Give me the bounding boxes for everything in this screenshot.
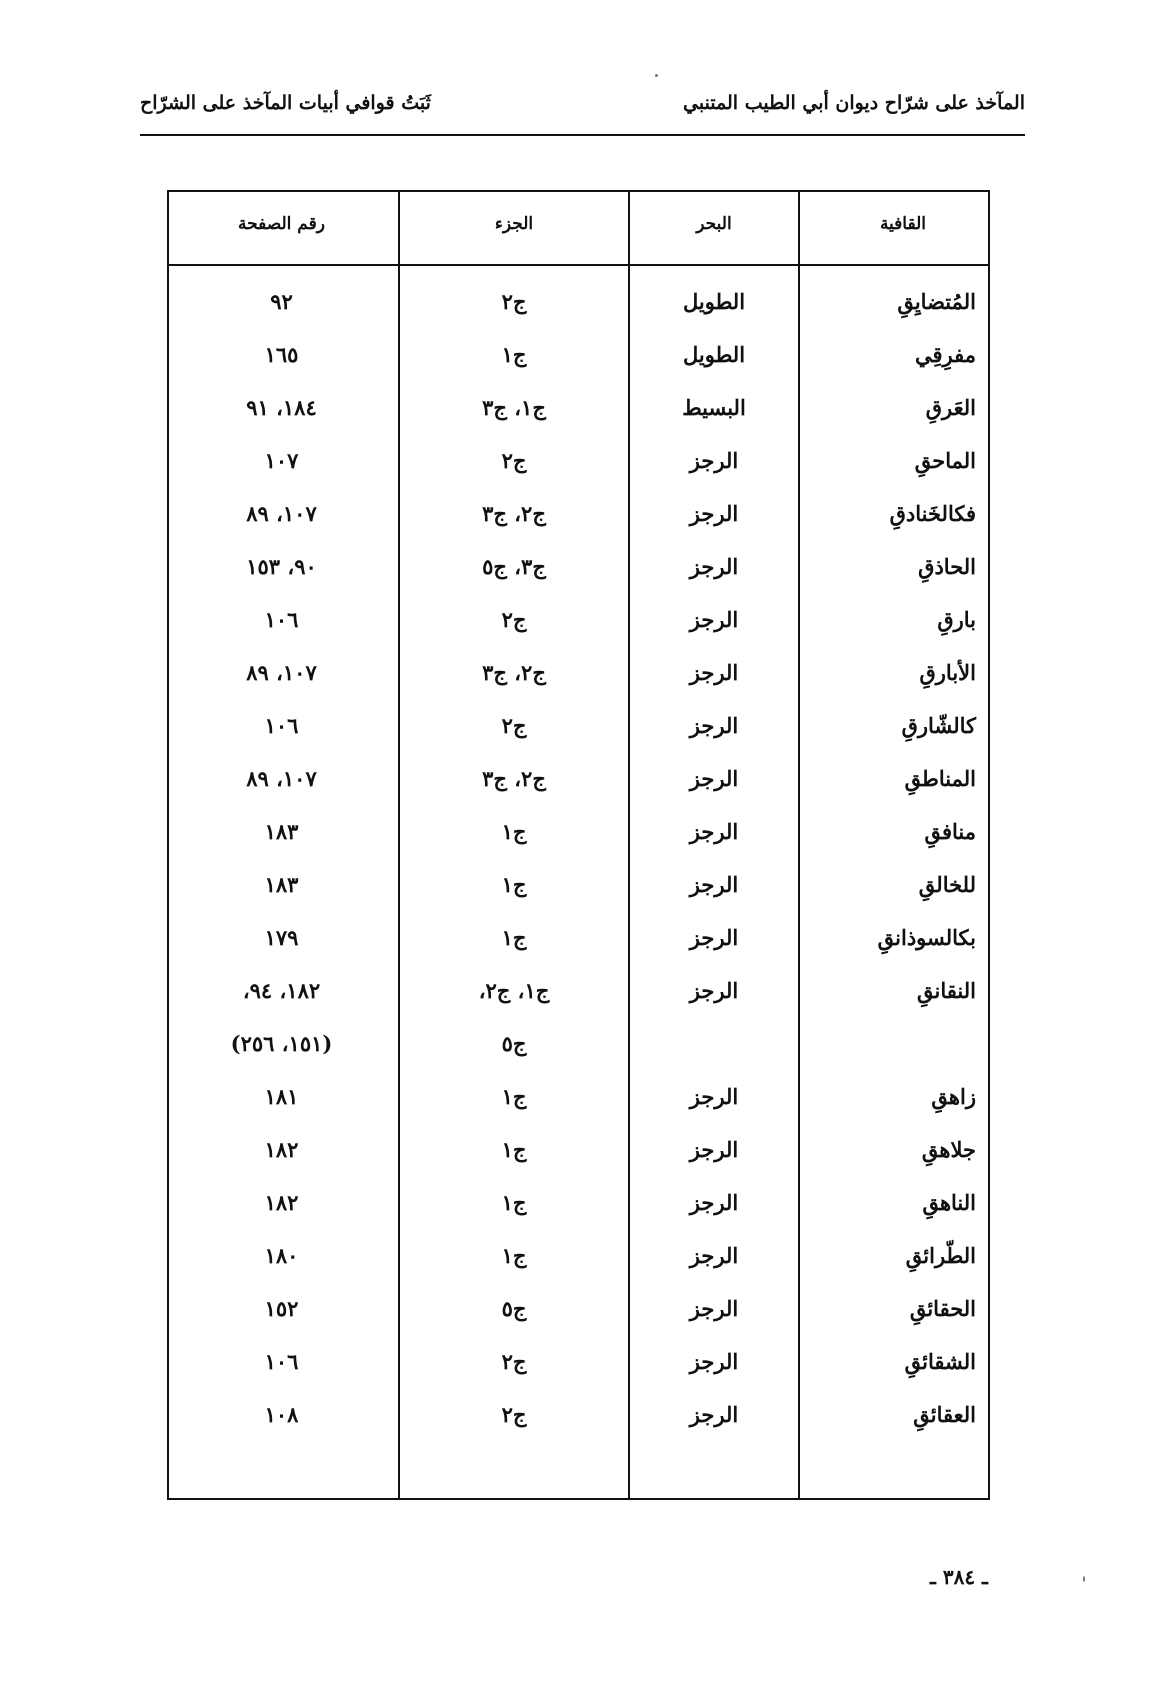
bahr-cell: الرجز bbox=[689, 1137, 739, 1162]
header-bahr: البحر bbox=[696, 214, 732, 234]
table-row bbox=[169, 647, 988, 700]
page-cell: ١٠٧، ٨٩ bbox=[246, 501, 317, 526]
juz-cell: ج٥ bbox=[501, 1296, 527, 1321]
page-number: ـ ٣٨٤ ـ bbox=[930, 1565, 988, 1589]
table-row bbox=[169, 276, 988, 329]
table-row bbox=[169, 1071, 988, 1124]
bahr-cell: الرجز bbox=[689, 766, 739, 791]
qafia-cell: زاهقِ bbox=[931, 1084, 976, 1109]
qafia-cell: الشقائقِ bbox=[904, 1349, 976, 1374]
bahr-cell: الرجز bbox=[689, 1084, 739, 1109]
page-cell: ٩٠، ١٥٣ bbox=[246, 554, 317, 579]
table-row bbox=[169, 488, 988, 541]
bahr-cell: الرجز bbox=[689, 713, 739, 738]
table-row bbox=[169, 594, 988, 647]
juz-cell: ج٢، ج٣ bbox=[482, 660, 546, 685]
juz-cell: ج٢ bbox=[501, 1349, 527, 1374]
page-cell: ١٠٧، ٨٩ bbox=[246, 660, 317, 685]
qafia-cell: الناهقِ bbox=[922, 1190, 976, 1215]
juz-cell: ج٣، ج٥ bbox=[482, 554, 546, 579]
bahr-cell: الرجز bbox=[689, 872, 739, 897]
juz-cell: ج٢ bbox=[501, 289, 527, 314]
juz-cell: ج٢ bbox=[501, 607, 527, 632]
table-row bbox=[169, 859, 988, 912]
page-cell: ١٧٩ bbox=[264, 925, 299, 950]
table-row bbox=[169, 541, 988, 594]
page-cell: ١٨٠ bbox=[264, 1243, 299, 1268]
rhymes-table bbox=[167, 190, 990, 1500]
qafia-cell bbox=[802, 1030, 988, 1058]
qafia-cell: بارقِ bbox=[937, 607, 976, 632]
qafia-cell: للخالقِ bbox=[918, 872, 976, 897]
bahr-cell: الرجز bbox=[689, 607, 739, 632]
juz-cell: ج١، ج٢، bbox=[478, 978, 550, 1003]
table-row bbox=[169, 806, 988, 859]
table-row bbox=[169, 1018, 988, 1071]
page-cell: ١٥٢ bbox=[264, 1296, 299, 1321]
page-cell: ١٨١ bbox=[264, 1084, 299, 1109]
page-cell: ١٠٧ bbox=[264, 448, 299, 473]
page-cell: ١٨٣ bbox=[264, 819, 299, 844]
table-row bbox=[169, 1124, 988, 1177]
juz-cell: ج٥ bbox=[501, 1031, 527, 1056]
page-cell: ٩٢ bbox=[270, 289, 293, 314]
bahr-cell: الرجز bbox=[689, 1190, 739, 1215]
juz-cell: ج١ bbox=[501, 925, 527, 950]
table-row bbox=[169, 1389, 988, 1442]
table-row bbox=[169, 1230, 988, 1283]
bahr-cell: الرجز bbox=[689, 1349, 739, 1374]
qafia-cell: جلاهقِ bbox=[921, 1137, 976, 1162]
juz-cell: ج٢ bbox=[501, 1402, 527, 1427]
qafia-cell: منافقِ bbox=[924, 819, 976, 844]
juz-cell: ج١ bbox=[501, 1137, 527, 1162]
bahr-cell: الرجز bbox=[689, 1243, 739, 1268]
scan-speck bbox=[655, 74, 658, 77]
page-cell: ١٠٨ bbox=[264, 1402, 299, 1427]
bahr-cell: الرجز bbox=[689, 925, 739, 950]
header-juz: الجزء bbox=[494, 214, 534, 234]
page-cell: ١٨٣ bbox=[264, 872, 299, 897]
qafia-cell: المُتضايِقِ bbox=[897, 289, 976, 314]
qafia-cell: فكالخَنادقِ bbox=[889, 501, 976, 526]
juz-cell: ج٢، ج٣ bbox=[482, 501, 546, 526]
bahr-cell: البسيط bbox=[682, 395, 746, 420]
bahr-cell: الطويل bbox=[682, 342, 746, 367]
page-cell: ١٠٦ bbox=[264, 713, 299, 738]
header-page-number: رقم الصفحة bbox=[238, 214, 325, 234]
qafia-cell: الحاذقِ bbox=[918, 554, 976, 579]
header-section-title: ثَبَتُ قوافي أبيات المآخذ على الشرّاح bbox=[140, 92, 431, 114]
page-cell: ١٠٧، ٨٩ bbox=[246, 766, 317, 791]
juz-cell: ج٢ bbox=[501, 448, 527, 473]
page-cell: ١٠٦ bbox=[264, 607, 299, 632]
table-header-row bbox=[169, 192, 988, 266]
qafia-cell: الماحقِ bbox=[914, 448, 976, 473]
juz-cell: ج١ bbox=[501, 1190, 527, 1215]
juz-cell: ج١، ج٣ bbox=[482, 395, 546, 420]
table-row bbox=[169, 1177, 988, 1230]
running-header bbox=[140, 84, 1025, 136]
table-row bbox=[169, 382, 988, 435]
page-cell: ١٨٢، ٩٤، bbox=[242, 978, 321, 1003]
qafia-cell: النقانقِ bbox=[917, 978, 976, 1003]
page-cell: ١٨٢ bbox=[264, 1137, 299, 1162]
qafia-cell: الأبارقِ bbox=[919, 660, 976, 685]
qafia-cell: الحقائقِ bbox=[909, 1296, 976, 1321]
header-book-title: المآخذ على شرّاح ديوان أبي الطيب المتنبي bbox=[683, 92, 1025, 114]
qafia-cell: الطّرائقِ bbox=[905, 1243, 976, 1268]
header-qafia: القافية bbox=[879, 214, 926, 234]
juz-cell: ج٢ bbox=[501, 713, 527, 738]
bahr-cell: الرجز bbox=[689, 819, 739, 844]
table-row bbox=[169, 1336, 988, 1389]
table-row bbox=[169, 1283, 988, 1336]
table-row bbox=[169, 912, 988, 965]
qafia-cell: كالشّارقِ bbox=[901, 713, 976, 738]
juz-cell: ج٢، ج٣ bbox=[482, 766, 546, 791]
juz-cell: ج١ bbox=[501, 1243, 527, 1268]
table-row bbox=[169, 435, 988, 488]
juz-cell: ج١ bbox=[501, 1084, 527, 1109]
juz-cell: ج١ bbox=[501, 872, 527, 897]
table-row bbox=[169, 700, 988, 753]
bahr-cell: الرجز bbox=[689, 1402, 739, 1427]
page-cell: (١٥١، ٢٥٦) bbox=[230, 1031, 333, 1056]
qafia-cell: المناطقِ bbox=[904, 766, 976, 791]
bahr-cell: الرجز bbox=[689, 978, 739, 1003]
bahr-cell: الرجز bbox=[689, 448, 739, 473]
juz-cell: ج١ bbox=[501, 819, 527, 844]
table-row bbox=[169, 753, 988, 806]
table-row bbox=[169, 329, 988, 382]
qafia-cell: العقائقِ bbox=[913, 1402, 976, 1427]
page-cell: ١٠٦ bbox=[264, 1349, 299, 1374]
bahr-cell: الرجز bbox=[689, 501, 739, 526]
bahr-cell: الرجز bbox=[689, 1296, 739, 1321]
qafia-cell: العَرقِ bbox=[925, 395, 976, 420]
table-row bbox=[169, 965, 988, 1018]
qafia-cell: بكالسوذانقِ bbox=[877, 925, 976, 950]
bahr-cell: الرجز bbox=[689, 554, 739, 579]
page-cell: ١٨٢ bbox=[264, 1190, 299, 1215]
qafia-cell: مفرِقِي bbox=[914, 342, 976, 367]
juz-cell: ج١ bbox=[501, 342, 527, 367]
page-cell: ١٨٤، ٩١ bbox=[246, 395, 317, 420]
bahr-cell: الرجز bbox=[689, 660, 739, 685]
bahr-cell: الطويل bbox=[682, 289, 746, 314]
page-cell: ١٦٥ bbox=[264, 342, 299, 367]
scan-speck bbox=[1083, 1576, 1085, 1582]
